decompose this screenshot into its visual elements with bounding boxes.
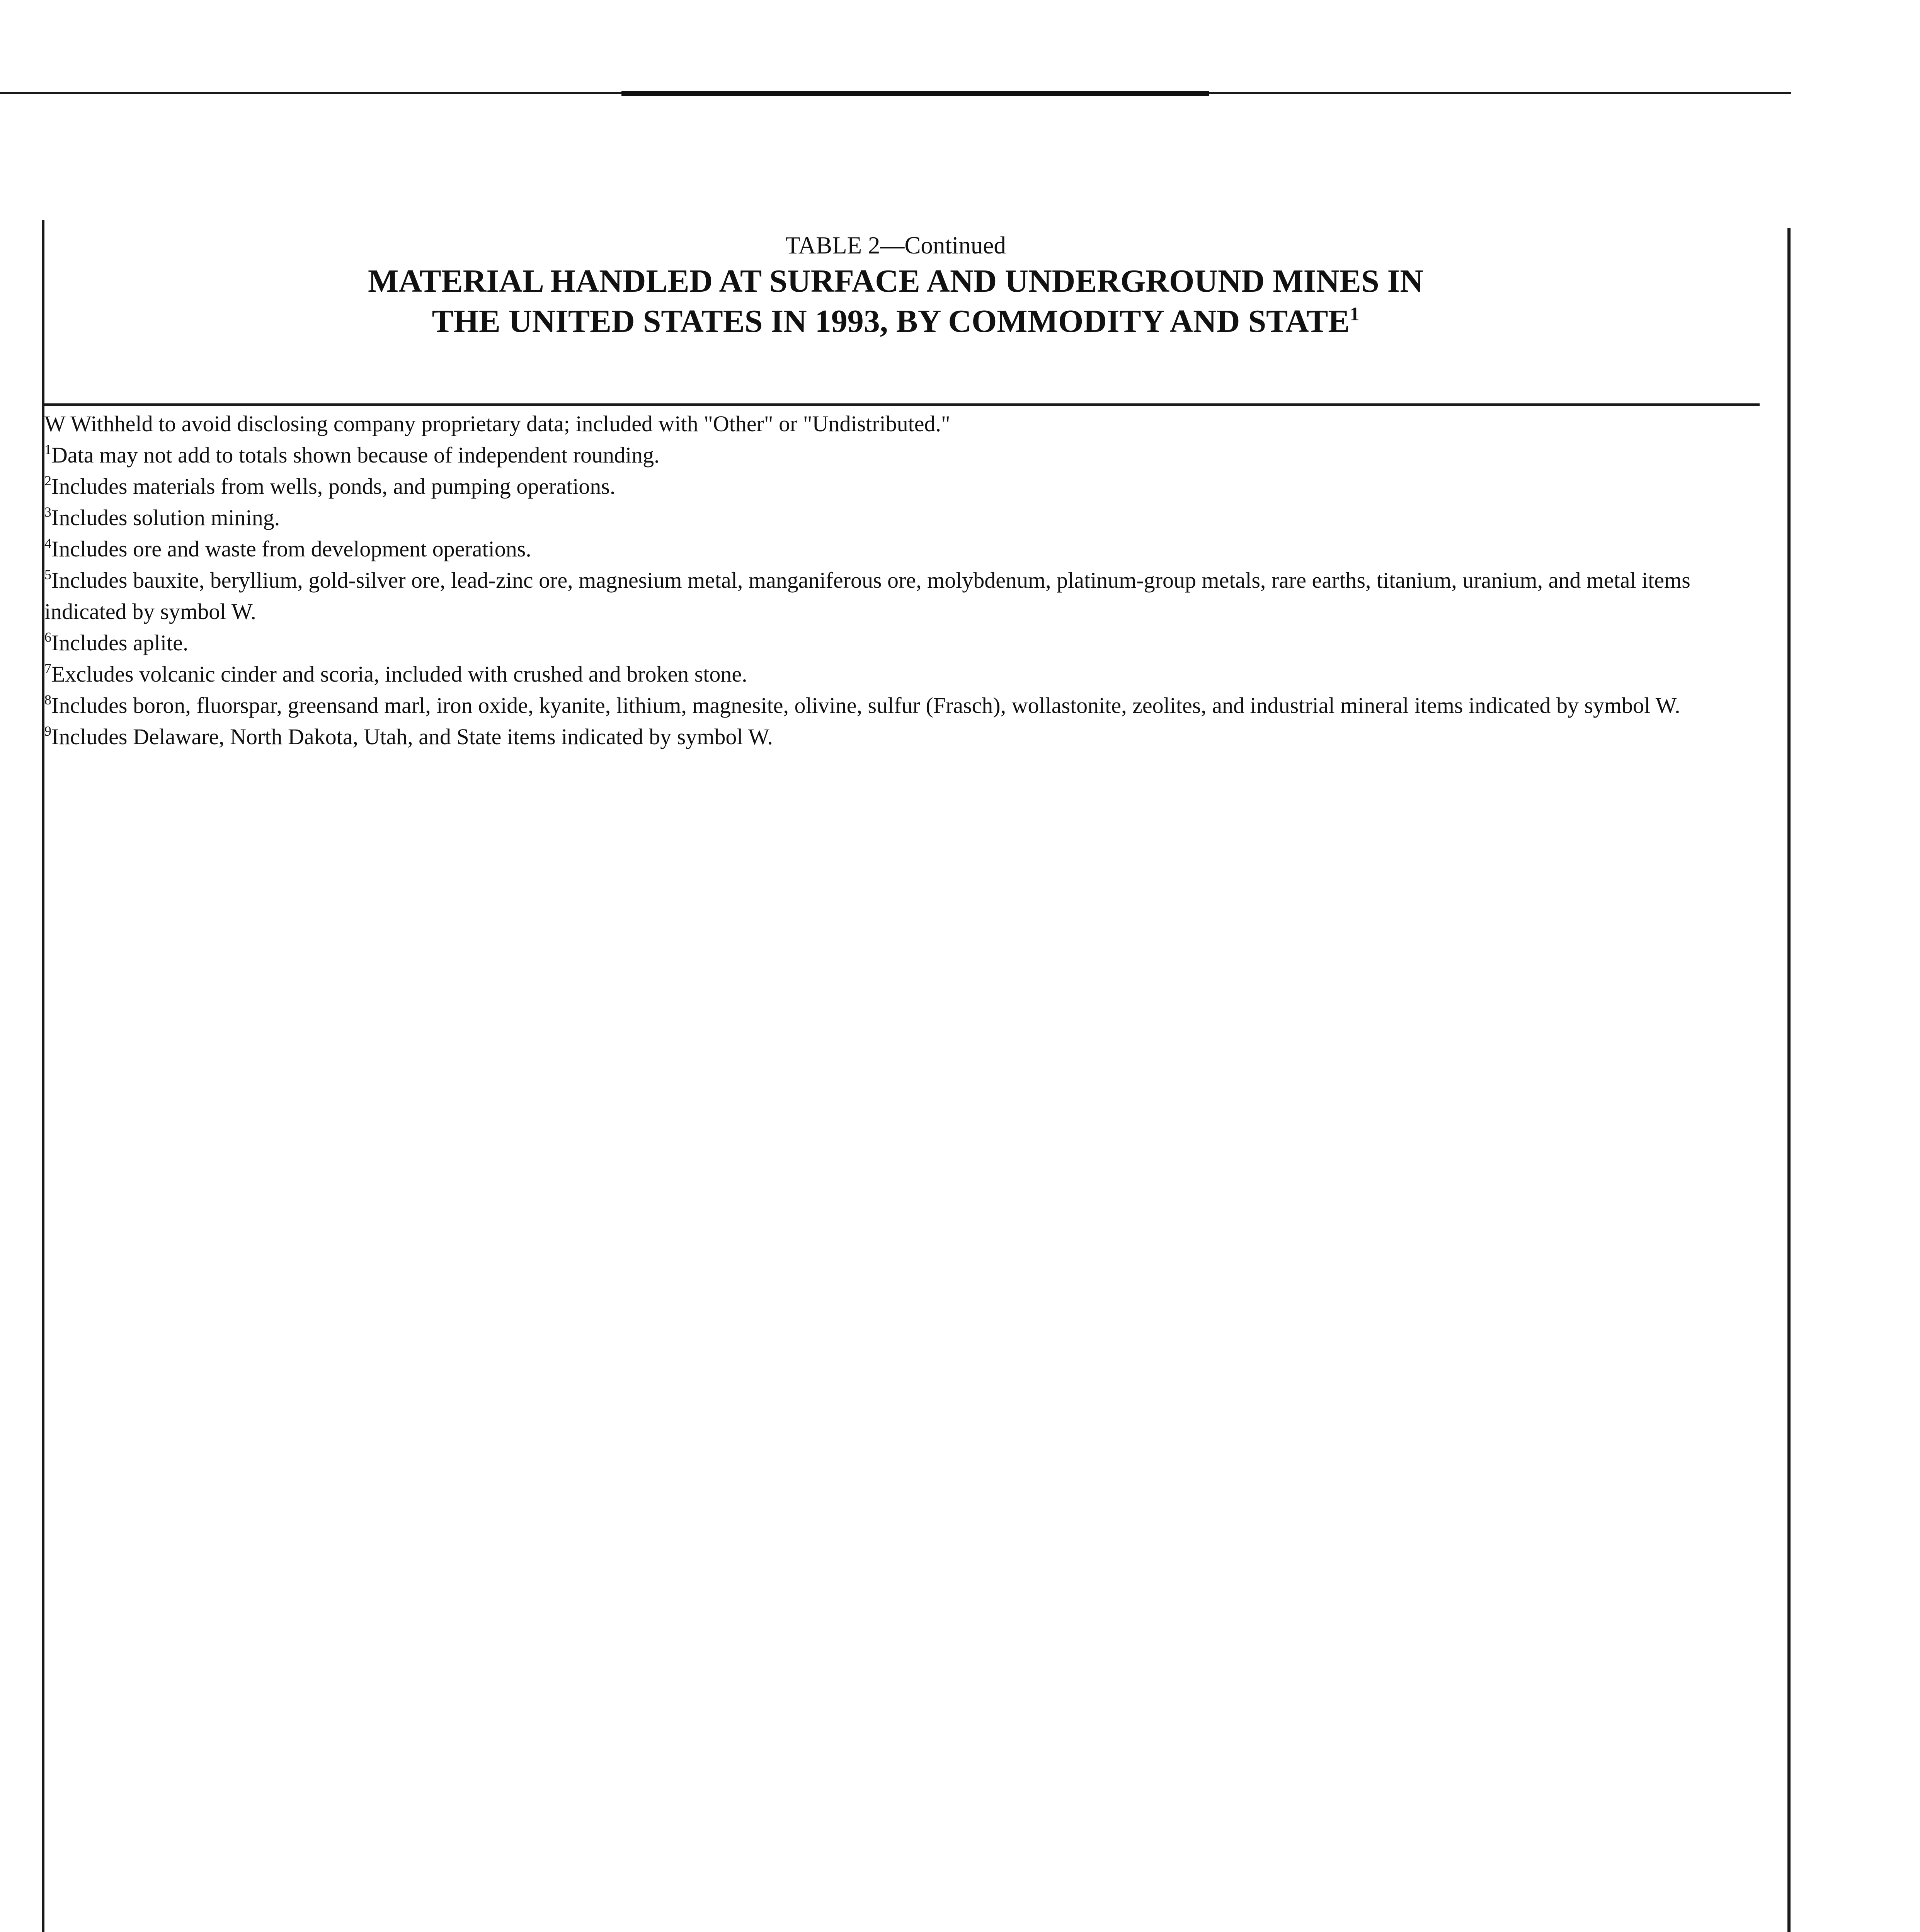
page-title bbox=[0, 261, 1791, 342]
footnote-3 bbox=[44, 502, 1760, 533]
title-line-2 bbox=[0, 301, 1791, 342]
notes-rule bbox=[44, 403, 1760, 406]
footnote-mark: 4 bbox=[44, 536, 51, 551]
footnote-text: Includes boron, fluorspar, greensand marl, iron oxide, kyanite, lithium, magnesite, olivine, sulfur (Frasch), wollastonite, zeolites, and industrial mineral items indicated by symbol W. bbox=[51, 693, 1680, 718]
footnote-text: Includes aplite. bbox=[51, 630, 189, 655]
title-footnote-mark: 1 bbox=[1350, 303, 1360, 325]
footnote-6 bbox=[44, 627, 1760, 658]
footnote-9 bbox=[44, 721, 1760, 752]
footnote-mark: 6 bbox=[44, 629, 51, 645]
footnote-4 bbox=[44, 533, 1760, 565]
footnote-text: Includes solution mining. bbox=[51, 505, 280, 530]
footnote-text: Data may not add to totals shown because of independent rounding. bbox=[51, 442, 660, 468]
footnote-text: Includes bauxite, beryllium, gold-silver ore, lead-zinc ore, magnesium metal, manganiferous ore, molybdenum, platinum-group metals, rare earths, titanium, uranium, and metal items indicated by symbol W. bbox=[44, 568, 1690, 624]
footnote-2 bbox=[44, 471, 1760, 502]
footnote-7 bbox=[44, 658, 1760, 690]
footnote-8 bbox=[44, 690, 1760, 721]
footnote-mark: 9 bbox=[44, 723, 51, 739]
right-border bbox=[1787, 228, 1791, 1932]
footnote-mark: 1 bbox=[44, 442, 51, 457]
top-rule-emphasis bbox=[621, 91, 1209, 96]
footnote-1 bbox=[44, 439, 1760, 471]
title-line-2-text: THE UNITED STATES IN 1993, BY COMMODITY AND STATE bbox=[432, 303, 1350, 339]
footnote-w bbox=[44, 408, 1760, 439]
left-border bbox=[42, 220, 44, 1932]
footnote-mark: 3 bbox=[44, 504, 51, 520]
table-label: TABLE 2—Continued bbox=[785, 232, 1006, 259]
footnote-mark: 8 bbox=[44, 692, 51, 707]
footnote-mark: 7 bbox=[44, 661, 51, 676]
footnote-text: Excludes volcanic cinder and scoria, included with crushed and broken stone. bbox=[51, 662, 747, 687]
footnote-text: Includes materials from wells, ponds, and pumping operations. bbox=[51, 474, 616, 499]
footnote-text: Includes Delaware, North Dakota, Utah, and State items indicated by symbol W. bbox=[51, 724, 773, 749]
footnote-text: W Withheld to avoid disclosing company proprietary data; included with "Other" or "Undistributed." bbox=[44, 411, 950, 436]
footnote-text: Includes ore and waste from development operations. bbox=[51, 536, 531, 561]
footnote-mark: 2 bbox=[44, 473, 51, 488]
footnotes bbox=[44, 408, 1760, 752]
footnote-5 bbox=[44, 565, 1760, 627]
footnote-mark: 5 bbox=[44, 567, 51, 582]
title-line-1: MATERIAL HANDLED AT SURFACE AND UNDERGROUND MINES IN bbox=[368, 263, 1424, 299]
